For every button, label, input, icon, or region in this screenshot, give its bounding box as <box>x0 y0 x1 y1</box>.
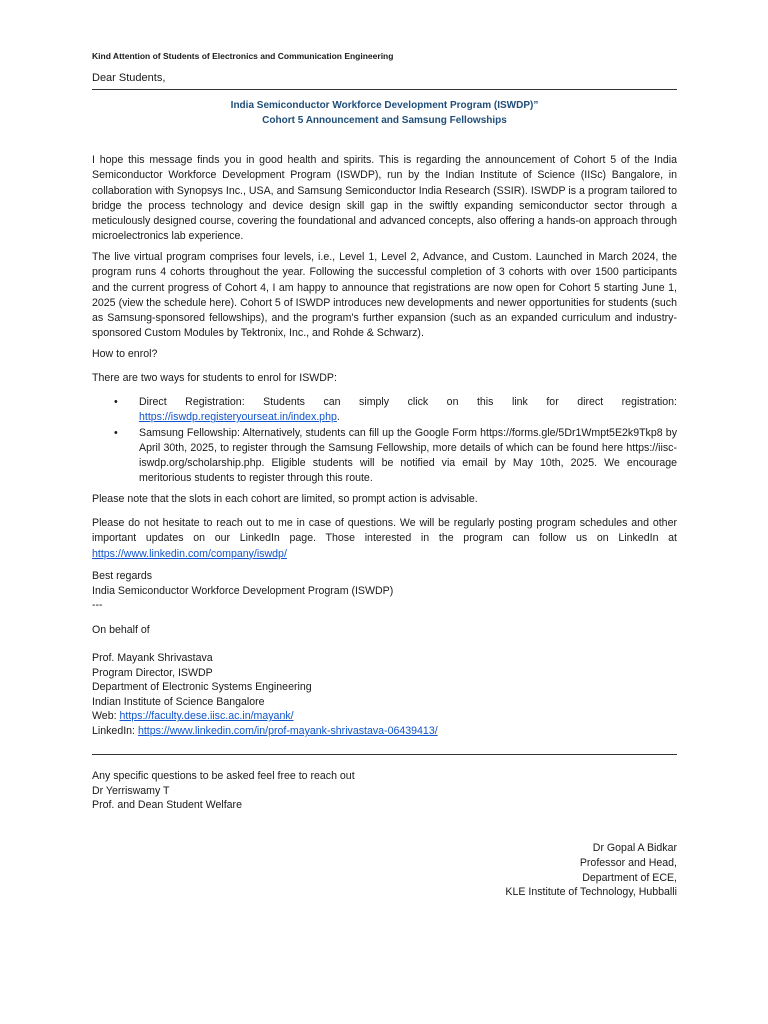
linkedin-profile-link[interactable]: https://www.linkedin.com/in/prof-mayank-shrivastava-06439413/ <box>137 724 438 737</box>
attention-line: Kind Attention of Students of Electronics and Communication Engineering <box>92 51 394 61</box>
salutation: Dear Students, <box>92 72 166 84</box>
title-line-2: Cohort 5 Announcement and Samsung Fellowships <box>262 115 507 126</box>
bottom-divider <box>92 754 677 755</box>
direct-registration-text: Direct Registration: Students can simply click on this link for direct registration: <box>139 396 677 408</box>
linkedin-label: LinkedIn: <box>92 724 138 737</box>
registration-link[interactable]: https://iswdp.registeryourseat.in/index.php <box>139 411 337 424</box>
slots-note: Please note that the slots in each cohort are limited, so prompt action is advisable. <box>92 493 478 505</box>
contact-text: Please do not hesitate to reach out to me in case of questions. We will be regularly posting program schedules and other important updates on our LinkedIn page. Those interested in the program can follow us on LinkedIn at <box>92 517 677 545</box>
period: . <box>336 411 340 424</box>
list-item-samsung-fellowship <box>92 426 677 487</box>
dean-name: Dr Yerriswamy T <box>92 784 170 797</box>
faculty-web-link[interactable]: https://faculty.dese.iisc.ac.in/mayank/ <box>119 710 294 723</box>
title-line-1: India Semiconductor Workforce Development Program (ISWDP)” <box>230 100 539 111</box>
intro-paragraph: I hope this message finds you in good health and spirits. This is regarding the announcement of Cohort 5 of the India Semiconductor Workforce Development Program (ISWDP), run by the Indian Institute of Science (IISc) Bangalore, in collaboration with Synopsys Inc., USA, and Samsung Semiconductor India Research (SSIR). ISWDP is a program tailored to bridge the process technology and device design skill gap in the swiftly expanding semiconductor sector through a meticulously designed course, covering the foundational and advanced concepts, also offering a hands-on approach through microelectronics lab experience. <box>92 154 677 243</box>
bullet-icon: • <box>114 396 118 408</box>
questions-line: Any specific questions to be asked feel free to reach out <box>92 770 355 782</box>
director-block <box>92 651 438 739</box>
hod-inst: KLE Institute of Technology, Hubballi <box>505 886 677 899</box>
best-regards: Best regards <box>92 570 153 582</box>
org-name: India Semiconductor Workforce Development Program (ISWDP) <box>92 584 394 597</box>
director-dept: Department of Electronic Systems Engineering <box>92 681 312 694</box>
dashes: --- <box>92 599 103 612</box>
signature-block <box>92 569 393 613</box>
on-behalf-of: On behalf of <box>92 624 150 636</box>
announcement-title <box>92 98 677 128</box>
list-item-direct-registration <box>92 395 677 426</box>
two-ways-line: There are two ways for students to enrol for ISWDP: <box>92 372 337 384</box>
director-role: Program Director, ISWDP <box>92 666 213 679</box>
dean-block <box>92 769 355 813</box>
hod-signature <box>505 841 677 900</box>
top-divider <box>92 89 677 90</box>
how-to-enrol: How to enrol? <box>92 348 158 360</box>
program-paragraph: The live virtual program comprises four levels, i.e., Level 1, Level 2, Advance, and Custom. Launched in March 2024, the program runs 4 cohorts throughout the year. Following the successful completion of 3 cohorts with over 1500 participants and the current progress of Cohort 4, I am happy to announce that registrations are now open for Cohort 5 starting June 1, 2025 (view the schedule here). Cohort 5 of ISWDP introduces new developments and newer opportunities for students (such as Samsung-sponsored fellowships), and the program's further expansion (such as an expanded curriculum and industry-sponsored Custom Modules by Tektronix, Inc., and Rohde & Schwarz). <box>92 251 677 340</box>
dean-role: Prof. and Dean Student Welfare <box>92 799 242 812</box>
samsung-fellowship-text: Samsung Fellowship: Alternatively, students can fill up the Google Form https://forms.gle/5Dr1Wmpt5E2k9Tkp8 by April 30th, 2025, to register through the Samsung Fellowship, more details of which can be found here https://iisc-iswdp.org/scholarship.php. Eligible students will be notified via email by May 10th, 2025. We encourage meritorious students to register through this route. <box>139 426 677 485</box>
hod-dept: Department of ECE, <box>582 871 677 884</box>
director-name: Prof. Mayank Shrivastava <box>92 652 213 664</box>
hod-role: Professor and Head, <box>579 856 677 869</box>
director-inst: Indian Institute of Science Bangalore <box>92 695 265 708</box>
hod-name: Dr Gopal A Bidkar <box>592 842 677 854</box>
contact-paragraph <box>92 516 677 562</box>
web-line <box>92 709 438 724</box>
linkedin-line <box>92 724 438 739</box>
bullet-icon: • <box>114 426 118 439</box>
enrol-options-list <box>92 395 677 487</box>
linkedin-company-link[interactable]: https://www.linkedin.com/company/iswdp/ <box>92 547 287 560</box>
web-label: Web: <box>92 710 120 723</box>
